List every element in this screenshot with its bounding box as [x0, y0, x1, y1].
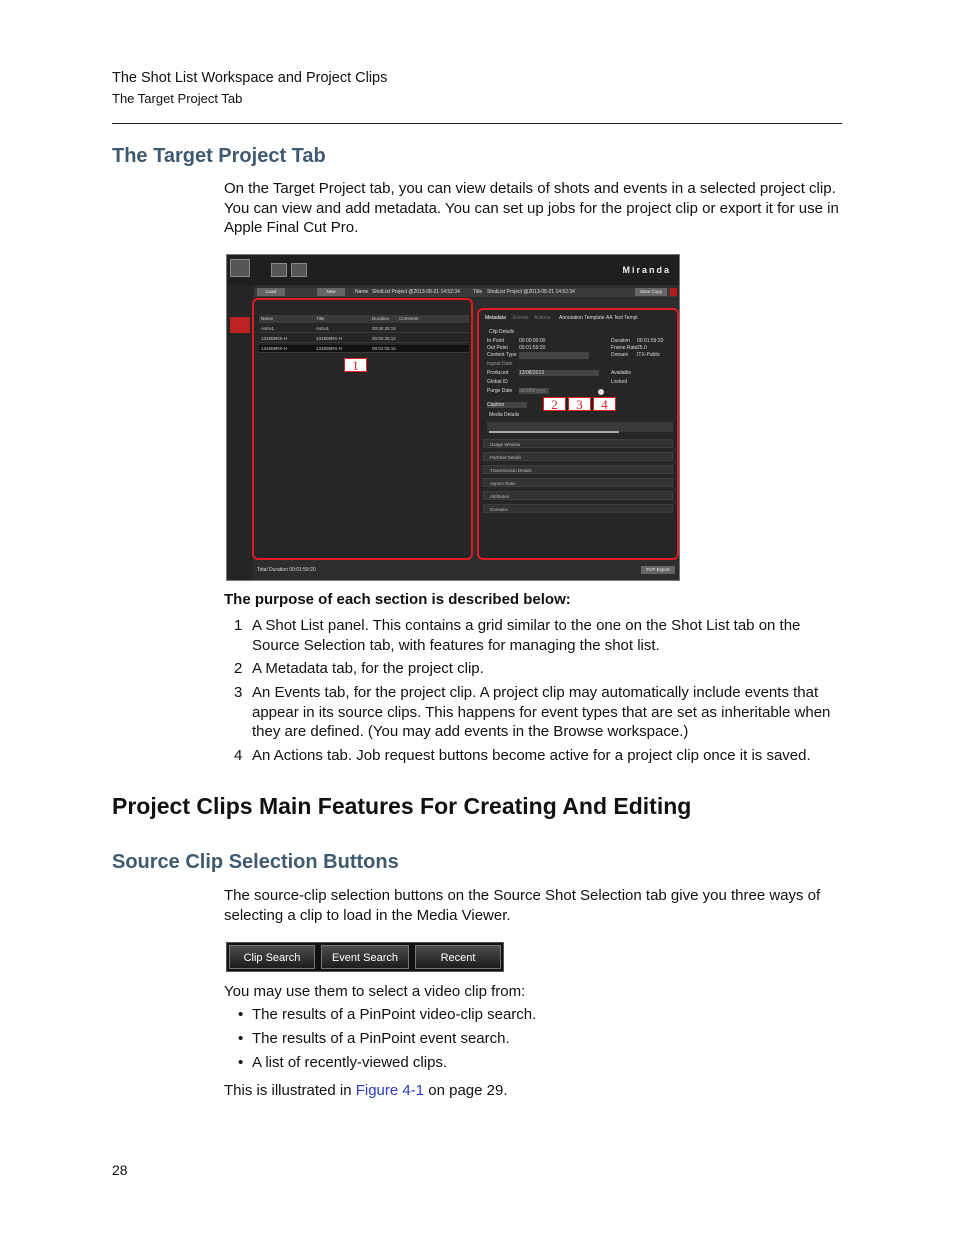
- metadata-panel: [477, 308, 679, 560]
- list-item: [224, 683, 844, 742]
- cell: 131806RX-H: [261, 346, 288, 351]
- clip-search-button: Clip Search: [229, 945, 315, 969]
- list-item: [224, 746, 844, 766]
- frame-rate-value: 25.0: [637, 345, 647, 351]
- global-id-label: Global ID: [487, 379, 508, 385]
- out-point-label: Out Point: [487, 345, 508, 351]
- toolbar-icon: [271, 263, 287, 277]
- accordion-list: [483, 439, 673, 513]
- recent-button: Recent: [415, 945, 501, 969]
- load-button: Load: [257, 288, 285, 296]
- cell: Astro1: [316, 326, 330, 331]
- callout-3: 3: [568, 397, 591, 411]
- in-point-value: 00:00:00:00: [519, 338, 546, 344]
- domain-label: Domain: [611, 352, 629, 358]
- clear-icon: [598, 389, 604, 395]
- tab-metadata: Metadata: [485, 315, 506, 321]
- purge-date-field: dd/MM/yyyy: [519, 388, 549, 394]
- cell: 131806RX-H: [261, 336, 288, 341]
- content-type-field: [519, 352, 589, 359]
- illustrated-suffix: on page 29.: [424, 1082, 508, 1099]
- event-search-button: Event Search: [321, 945, 409, 969]
- list-text: A Shot List panel. This contains a grid similar to the one on the Shot List tab on the Source Selection tab, with features for managing the shot list.: [252, 617, 801, 654]
- section-heading-target-project: The Target Project Tab: [112, 145, 326, 167]
- cell: Astro1: [261, 326, 275, 331]
- cell: 131806RX-H: [316, 336, 343, 341]
- illustrated-prefix: This is illustrated in: [224, 1082, 356, 1099]
- section-heading-source-clip-buttons: Source Clip Selection Buttons: [112, 851, 399, 873]
- name-label: Name: [355, 289, 369, 295]
- out-point-value: 00:01:59:20: [519, 345, 546, 351]
- screenshot-name-bar: [255, 288, 677, 297]
- shot-list-icon: [230, 317, 250, 333]
- purpose-heading: The purpose of each section is described below:: [224, 591, 571, 608]
- cell: 131806RX-H: [316, 346, 343, 351]
- grid-header: Comment: [399, 316, 419, 321]
- name-value: ShotList Project @2013-08-21 14:52:34: [372, 289, 460, 295]
- grid-header-row: [259, 315, 469, 323]
- duration-label: Duration: [611, 338, 630, 344]
- new-button: New: [317, 288, 345, 296]
- grid-header: Duration: [372, 316, 390, 321]
- screenshot-left-rail: [227, 285, 253, 580]
- callout-2: 2: [543, 397, 566, 411]
- callout-1: 1: [344, 358, 367, 372]
- in-point-label: In Point: [487, 338, 504, 344]
- grid-scrollbar: [489, 431, 619, 433]
- tab-annotation-template: Annotation Template: [559, 315, 605, 321]
- ingest-date-label: Ingest Date: [487, 361, 513, 367]
- miranda-logo: Miranda: [622, 265, 671, 275]
- running-header-section: The Target Project Tab: [112, 91, 243, 106]
- accordion-aspect-ratio: Aspect Ratio: [483, 478, 673, 487]
- callout-4: 4: [593, 397, 616, 411]
- cell: 00:00:25:15: [372, 326, 396, 331]
- title-label: Title: [473, 289, 483, 295]
- toolbar-icon: [291, 263, 307, 277]
- bullet-dot: •: [238, 1030, 244, 1047]
- source-clip-button-strip: [226, 942, 504, 972]
- produced-value: 13/08/2013: [519, 370, 599, 376]
- header-rule: [112, 123, 842, 124]
- shot-list-panel: [252, 298, 473, 560]
- list-number: 2: [234, 660, 243, 677]
- list-text: A Metadata tab, for the project clip.: [252, 660, 484, 677]
- accordion-attributes: Attributes: [483, 491, 673, 500]
- tab-events: Events: [513, 315, 529, 321]
- clip-details-heading: Clip Details: [489, 329, 515, 335]
- locked-label: Locked: [611, 379, 628, 385]
- figure-4-1-link[interactable]: Figure 4-1: [355, 1082, 425, 1099]
- running-header-chapter: The Shot List Workspace and Project Clips: [112, 70, 388, 86]
- title-value: ShotList Project @2013-08-21 14:52:34: [487, 289, 575, 295]
- page-number: 28: [112, 1162, 128, 1178]
- available-label: Available: [611, 370, 632, 376]
- screenshot-toolbar: [227, 255, 679, 285]
- produced-label: Produced: [487, 370, 509, 376]
- list-text: An Actions tab. Job request buttons become active for a project clip once it is saved.: [252, 747, 811, 764]
- home-icon: [230, 259, 250, 277]
- target-project-intro: On the Target Project tab, you can view details of shots and events in a selected project clip. You can view and add metadata. You can set up jobs for the project clip or export it for use in Apple Final Cut Pro.: [224, 180, 839, 236]
- bullet-text: A list of recently-viewed clips.: [252, 1054, 448, 1071]
- table-row: [259, 325, 469, 333]
- bullet-dot: •: [238, 1006, 244, 1023]
- use-text: You may use them to select a video clip from:: [224, 983, 526, 1000]
- shot-list-grid: [259, 315, 469, 353]
- accordion-part-set-details: Part/Set Details: [483, 452, 673, 461]
- table-row: [259, 335, 469, 343]
- media-details-heading: Media Details: [489, 412, 520, 418]
- cell: 00:01:05:16: [372, 346, 396, 351]
- source-clip-intro: The source-clip selection buttons on the Source Shot Selection tab give you three ways of selecting a clip to load in the Media Viewer.: [224, 887, 821, 924]
- frame-rate-label: Frame Rate: [611, 345, 638, 351]
- target-project-screenshot: [226, 254, 680, 581]
- list-number: 4: [234, 747, 243, 764]
- list-text: An Events tab, for the project clip. A project clip may automatically include events that appear in its source clips. This happens for event types that are set as inheritable when they are defined. (You may add events in the Browse workspace.): [252, 684, 831, 740]
- list-item: [224, 659, 844, 679]
- grid-header: Title: [316, 316, 325, 321]
- domain-value: ITX-Public: [637, 352, 661, 358]
- duration-value: 00:01:59:20: [637, 338, 664, 344]
- bullet-dot: •: [238, 1054, 244, 1071]
- tab-aa-test: AA Test Templ: [606, 315, 638, 321]
- tab-actions: Actions: [534, 315, 551, 321]
- table-row: [259, 345, 469, 353]
- section-heading-project-clips: Project Clips Main Features For Creating And Editing: [112, 793, 692, 819]
- fcp-export-button: FCP Export: [641, 566, 675, 574]
- save-copy-button: Save Copy: [635, 288, 667, 296]
- grid-header: Name: [261, 316, 274, 321]
- accordion-usage-window: Usage Window: [483, 439, 673, 448]
- save-button: [670, 288, 677, 296]
- cell: 00:00:25:12: [372, 336, 396, 341]
- list-item: [224, 616, 844, 655]
- purge-date-label: Purge Date: [487, 388, 513, 394]
- total-duration: Total Duration 00:01:59:20: [257, 567, 316, 573]
- accordion-domains: Domains: [483, 504, 673, 513]
- list-number: 3: [234, 684, 243, 701]
- accordion-transmission-details: Transmission Details: [483, 465, 673, 474]
- caption-select: Caption: [487, 402, 527, 408]
- bullet-text: The results of a PinPoint event search.: [252, 1030, 510, 1047]
- content-type-label: Content Type: [487, 352, 517, 358]
- bullet-text: The results of a PinPoint video-clip search.: [252, 1006, 537, 1023]
- list-number: 1: [234, 617, 243, 634]
- illustrated-text: [224, 1081, 508, 1101]
